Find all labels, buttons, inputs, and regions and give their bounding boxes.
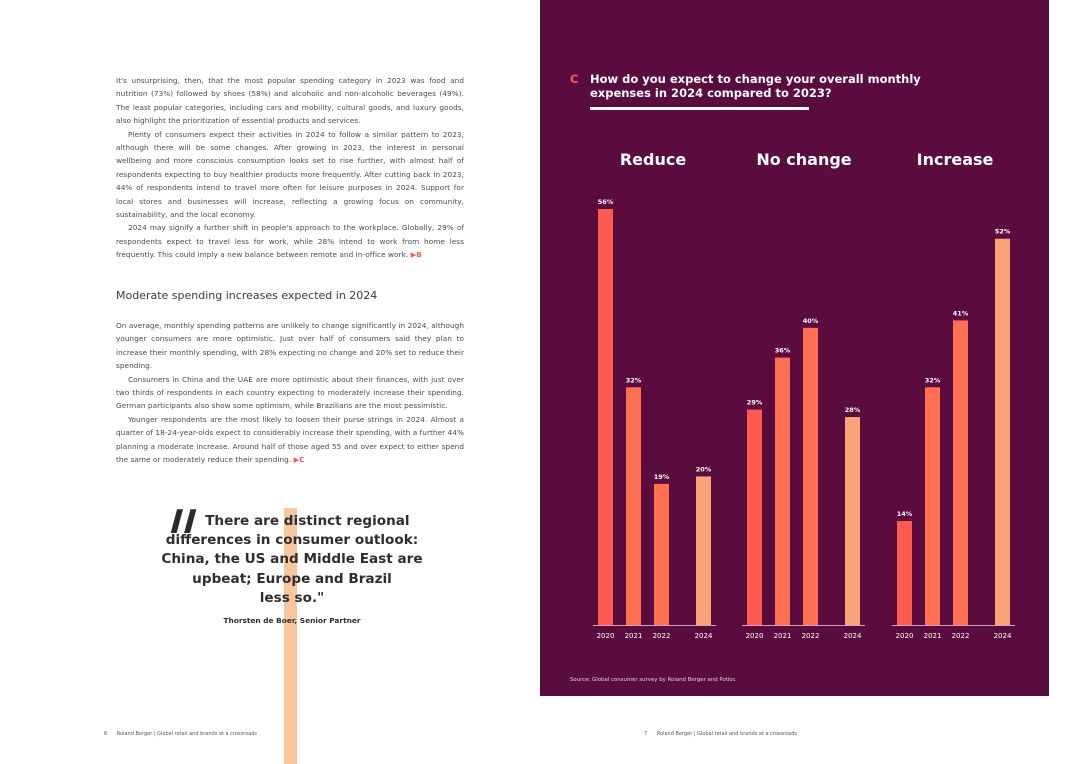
data-label: 41% [952, 309, 969, 318]
footer-left [104, 731, 257, 737]
bar [598, 209, 613, 625]
x-tick-label: 2022 [951, 632, 970, 640]
footer-right [644, 731, 797, 737]
data-label: 36% [774, 346, 791, 355]
bar [626, 387, 641, 625]
quote-line-text: upbeat; Europe and Brazil [192, 570, 392, 587]
bar [845, 417, 860, 625]
x-tick-label: 2024 [993, 632, 1012, 640]
x-tick-label: 2020 [895, 632, 914, 640]
quote-line-text: China, the US and Middle East are [161, 551, 423, 568]
spending-paragraph [116, 413, 464, 467]
bar-chart [540, 0, 1049, 696]
bar [925, 387, 940, 625]
x-tick-label: 2020 [596, 632, 615, 640]
spending-paragraph [116, 319, 464, 373]
quote-line [160, 531, 424, 550]
chart-source: Source: Global consumer survey by Roland Berger and Potloc [570, 677, 736, 683]
cross-reference-link[interactable]: ▶B [410, 250, 422, 260]
bar [953, 320, 968, 625]
page-number: 7 [644, 731, 648, 737]
data-label: 28% [844, 406, 861, 414]
data-label: 40% [802, 316, 819, 325]
page-number: 6 [104, 731, 108, 737]
quote-line [160, 589, 424, 608]
quote-line-text: less so." [259, 589, 325, 606]
quote-text [160, 509, 424, 608]
spending-paragraph [116, 373, 464, 413]
pull-quote [160, 509, 424, 626]
intro-paragraph [116, 74, 464, 128]
section-heading: Moderate spending increases expected in 2024 [116, 289, 378, 302]
x-tick-label: 2024 [843, 632, 862, 640]
quote-author: Thorsten de Boer, Senior Partner [223, 616, 361, 626]
data-label: 20% [695, 465, 712, 474]
bar [747, 410, 762, 625]
group-label: Reduce [619, 150, 687, 169]
group-label: No change [756, 150, 852, 169]
x-tick-label: 2021 [773, 632, 792, 640]
intro-text-block [116, 74, 464, 262]
bar [696, 476, 711, 625]
paragraph-text: On average, monthly spending patterns are unlikely to change significantly in 2024, although younger consumers are more optimistic. Just over half of consumers said they plan to increase their monthly spending, with 28% expecting no change and 20% set to reduce their spending. [116, 321, 464, 371]
quote-line [160, 550, 424, 569]
quote-line-text: differences in consumer outlook: [165, 532, 419, 549]
data-label: 32% [924, 376, 941, 385]
chart-letter: C [570, 72, 579, 86]
cross-reference-link[interactable]: ▶C [293, 455, 305, 465]
x-tick-label: 2020 [745, 632, 764, 640]
data-label: 52% [994, 227, 1011, 236]
intro-paragraph [116, 221, 464, 261]
bar [654, 484, 669, 625]
bar [803, 328, 818, 625]
paragraph-text: Younger respondents are the most likely to loosen their purse strings in 2024. Almost a quarter of 18-24-year-olds expect to considerably increase their spending, with a further 44% planning a moderate increase. Around half of those aged 55 and over expect to either spend the same or moderately reduce their spending. [116, 414, 464, 465]
quote-line [160, 570, 424, 589]
paragraph-text: It's unsurprising, then, that the most popular spending category in 2023 was food and nutrition (73%) followed by shoes (58%) and alcoholic and non-alcoholic beverages (49%). The least popular categories, including cars and mobility, cultural goods, and luxury goods, also highlight the prioritization of essential products and services. [116, 76, 464, 126]
x-tick-label: 2021 [624, 632, 643, 640]
footer-text: Roland Berger | Global retail and brands at a crossroads [656, 731, 797, 737]
spending-text-block [116, 319, 464, 466]
data-label: 29% [746, 398, 763, 407]
quote-line-text: There are distinct regional [205, 513, 410, 529]
x-tick-label: 2021 [923, 632, 942, 640]
data-label: 32% [625, 376, 642, 385]
intro-paragraph [116, 128, 464, 222]
chart-panel [540, 0, 1049, 696]
chart-title: How do you expect to change your overall monthly expenses in 2024 compared to 2023? [590, 72, 921, 100]
paragraph-text: 2024 may signify a further shift in people's approach to the workplace. Globally, 29% of respondents expect to travel less for work, while 28% intend to work from home less frequently. This could imply a new balance between remote and in-office work. [116, 223, 464, 260]
data-label: 56% [597, 198, 614, 206]
paragraph-text: Plenty of consumers expect their activities in 2024 to follow a similar pattern to 2023, although there will be some changes. After growing in 2023, the interest in personal wellbeing and more conscious consumption looks set to rise further, with almost half of respondents expecting to buy healthier products more frequently. After cutting back in 2023, 44% of respondents intend to travel more often for leisure purposes in 2024. Support for local stores and businesses will increase, reflecting a growing focus on community, sustainability, and the local economy. [116, 129, 464, 220]
quote-mark-icon: ▍▍ [171, 509, 205, 533]
bar [995, 239, 1010, 625]
data-label: 14% [896, 510, 913, 518]
quote-line [160, 509, 424, 533]
footer-text: Roland Berger | Global retail and brands at a crossroads [116, 731, 257, 737]
x-tick-label: 2022 [652, 632, 671, 640]
bar [897, 521, 912, 625]
x-tick-label: 2022 [801, 632, 820, 640]
data-label: 19% [653, 472, 670, 481]
bar [775, 358, 790, 625]
group-label: Increase [916, 150, 994, 169]
paragraph-text: Consumers in China and the UAE are more optimistic about their finances, with just over two thirds of respondents in each country expecting to moderately increase their spending. German participants also show some optimism, while Brazilians are the most pessimistic. [116, 374, 464, 411]
x-tick-label: 2024 [694, 632, 713, 640]
